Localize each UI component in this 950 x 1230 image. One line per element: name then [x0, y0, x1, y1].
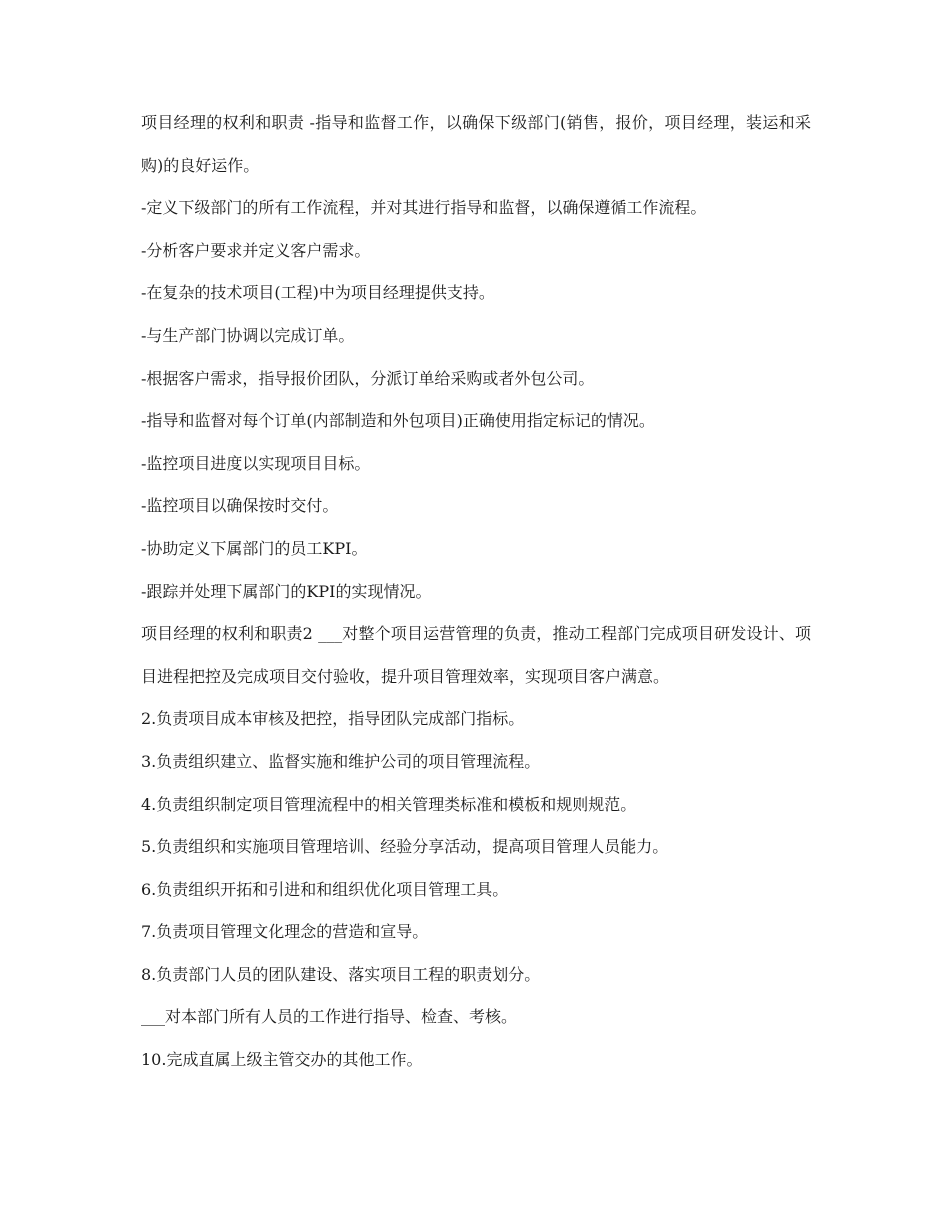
paragraph-13: 2.负责项目成本审核及把控，指导团队完成部门指标。 — [141, 709, 525, 729]
paragraph-4: -在复杂的技术项目(工程)中为项目经理提供支持。 — [141, 283, 495, 303]
paragraph-12: 项目经理的权利和职责2 ___对整个项目运营管理的负责，推动工程部门完成项目研发设计、项目进程把控及完成项目交付验收，提升项目管理效率，实现项目客户满意。 — [141, 624, 811, 686]
paragraph-7: -指导和监督对每个订单(内部制造和外包项目)正确使用指定标记的情况。 — [141, 411, 655, 431]
paragraph-21: 10.完成直属上级主管交办的其他工作。 — [141, 1050, 423, 1070]
document-body — [141, 102, 811, 1082]
paragraph-5: -与生产部门协调以完成订单。 — [141, 325, 355, 345]
paragraph-18: 7.负责项目管理文化理念的营造和宣导。 — [141, 922, 429, 942]
paragraph-2: -定义下级部门的所有工作流程，并对其进行指导和监督，以确保遵循工作流程。 — [141, 198, 707, 218]
paragraph-10: -协助定义下属部门的员工KPI。 — [141, 538, 368, 558]
paragraph-8: -监控项目进度以实现项目目标。 — [141, 453, 371, 473]
paragraph-16: 5.负责组织和实施项目管理培训、经验分享活动，提高项目管理人员能力。 — [141, 837, 669, 857]
paragraph-6: -根据客户需求，指导报价团队，分派订单给采购或者外包公司。 — [141, 368, 595, 388]
paragraph-19: 8.负责部门人员的团队建设、落实项目工程的职责划分。 — [141, 964, 541, 984]
paragraph-14: 3.负责组织建立、监督实施和维护公司的项目管理流程。 — [141, 751, 541, 771]
paragraph-15: 4.负责组织制定项目管理流程中的相关管理类标准和模板和规则规范。 — [141, 794, 637, 814]
paragraph-9: -监控项目以确保按时交付。 — [141, 496, 339, 516]
paragraph-17: 6.负责组织开拓和引进和和组织优化项目管理工具。 — [141, 879, 509, 899]
paragraph-20: ___对本部门所有人员的工作进行指导、检查、考核。 — [141, 1007, 518, 1027]
paragraph-3: -分析客户要求并定义客户需求。 — [141, 240, 371, 260]
paragraph-11: -跟踪并处理下属部门的KPI的实现情况。 — [141, 581, 432, 601]
paragraph-1: 项目经理的权利和职责 -指导和监督工作，以确保下级部门(销售，报价，项目经理，装运和采购)的良好运作。 — [141, 113, 811, 175]
